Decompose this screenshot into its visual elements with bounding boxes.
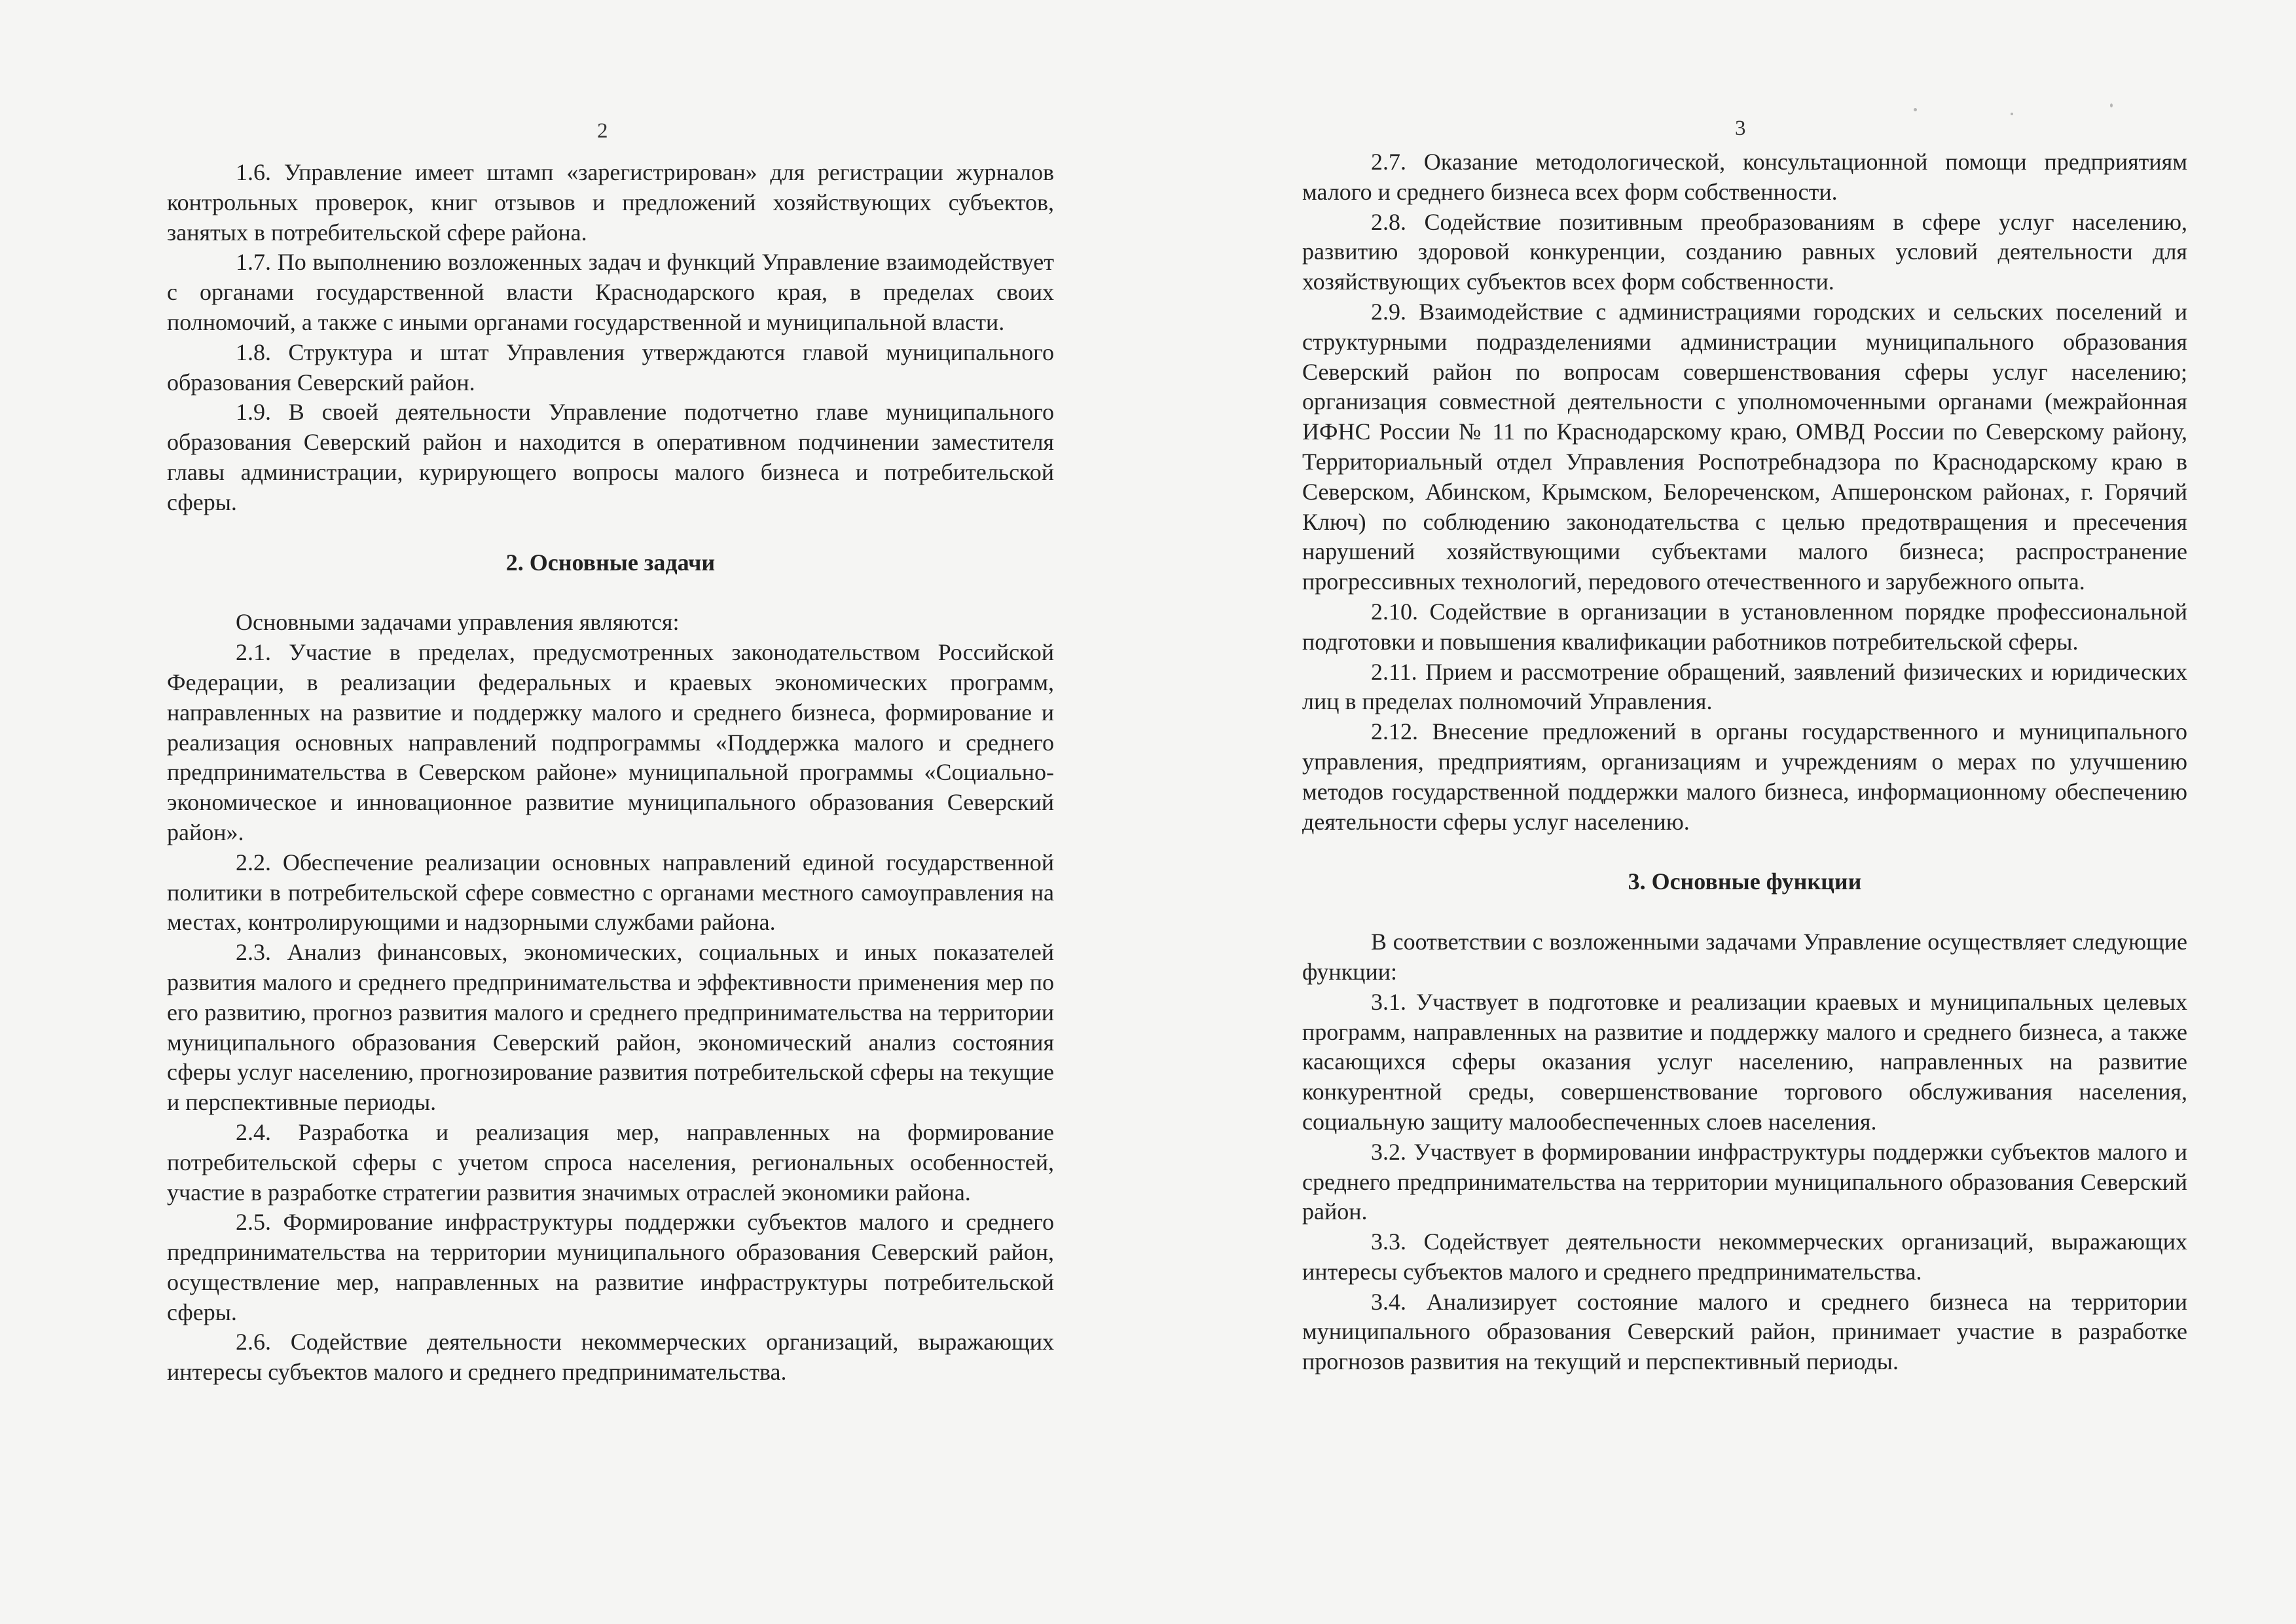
- section-3-intro: В соответствии с возложенными задачами Управление осуществляет следующие функции:: [1302, 929, 2187, 985]
- item-3-1: 3.1. Участвует в подготовке и реализации краевых и муниципальных целевых программ, направленных на развитие и поддержку малого и среднего бизнеса, а также касающихся сферы оказания услуг населению, направленных на развитие конкурентной среды, совершенствование торгового обслуживания населения, социальную защиту малообеспеченных слоев населения.: [1302, 988, 2187, 1135]
- scan-speck: [1914, 108, 1917, 111]
- item-2-6: 2.6. Содействие деятельности некоммерческих организаций, выражающих интересы субъектов малого и среднего предпринимательства.: [167, 1329, 1054, 1386]
- item-2-10: 2.10. Содействие в организации в установленном порядке профессиональной подготовки и повышения квалификации работников потребительской сферы.: [1302, 598, 2187, 655]
- section-2-intro: Основными задачами управления являются:: [236, 609, 680, 636]
- page-number: 3: [1735, 117, 1746, 140]
- item-2-8: 2.8. Содействие позитивным преобразованиям в сфере услуг населению, развитию здоровой конкуренции, созданию равных условий деятельности для хозяйствующих субъектов всех форм собственности.: [1302, 208, 2187, 295]
- item-2-12: 2.12. Внесение предложений в органы государственного и муниципального управления, предприятиям, организациям и учреждениям о мерах по улучшению методов государственной поддержки малого бизнеса, информационному обеспечению деятельности сферы услуг населению.: [1302, 718, 2187, 835]
- item-2-4: 2.4. Разработка и реализация мер, направленных на формирование потребительской сферы с учетом спроса населения, региональных особенностей, участие в разработке стратегии развития значимых отраслей экономики района.: [167, 1118, 1054, 1206]
- item-2-5: 2.5. Формирование инфраструктуры поддержки субъектов малого и среднего предпринимательства на территории муниципального образования Северский район, осуществление мер, направленных на развитие инфраструктуры потребительской сферы.: [167, 1209, 1054, 1325]
- item-3-4: 3.4. Анализирует состояние малого и среднего бизнеса на территории муниципального образования Северский район, принимает участие в разработке прогнозов развития на текущий и перспективный периоды.: [1302, 1288, 2187, 1375]
- paragraph-1-9: 1.9. В своей деятельности Управление подотчетно главе муниципального образования Северский район и находится в оперативном подчинении заместителя главы администрации, курирующего вопросы малого бизнеса и потребительской сферы.: [167, 399, 1054, 515]
- item-3-2: 3.2. Участвует в формировании инфраструктуры поддержки субъектов малого и среднего предпринимательства на территории муниципального образования Северский район.: [1302, 1138, 2187, 1225]
- right-page: [1148, 0, 2296, 1624]
- item-3-3: 3.3. Содействует деятельности некоммерческих организаций, выражающих интересы субъектов малого и среднего предпринимательства.: [1302, 1228, 2187, 1285]
- page-number: 2: [597, 119, 608, 143]
- paragraph-1-6: 1.6. Управление имеет штамп «зарегистрирован» для регистрации журналов контрольных проверок, книг отзывов и предложений хозяйствующих субъектов, занятых в потребительской сфере района.: [167, 159, 1054, 246]
- item-2-3: 2.3. Анализ финансовых, экономических, социальных и иных показателей развития малого и среднего предпринимательства и эффективности применения мер по его развитию, прогноз развития малого и среднего предпринимательства на территории муниципального образования Северский район, экономический анализ состояния сферы услуг населению, прогнозирование развития потребительской сферы на текущие и перспективные периоды.: [167, 939, 1054, 1116]
- item-2-2: 2.2. Обеспечение реализации основных направлений единой государственной политики в потребительской сфере совместно с органами местного самоуправления на местах, контролирующими и надзорными службами района.: [167, 849, 1054, 936]
- right-page-text: [1302, 147, 2187, 1377]
- paragraph-1-8: 1.8. Структура и штат Управления утверждаются главой муниципального образования Северский район.: [167, 339, 1054, 396]
- left-page-text: [167, 158, 1054, 1388]
- scan-speck: [2110, 103, 2113, 107]
- section-3-heading: 3. Основные функции: [1628, 868, 1862, 895]
- item-2-7: 2.7. Оказание методологической, консультационной помощи предприятиям малого и среднего бизнеса всех форм собственности.: [1302, 149, 2187, 205]
- section-2-heading: 2. Основные задачи: [505, 549, 716, 576]
- paragraph-1-7: 1.7. По выполнению возложенных задач и функций Управление взаимодействует с органами государственной власти Краснодарского края, в пределах своих полномочий, а также с иными органами государственной и муниципальной власти.: [167, 249, 1054, 335]
- item-2-11: 2.11. Прием и рассмотрение обращений, заявлений физических и юридических лиц в пределах полномочий Управления.: [1302, 658, 2187, 715]
- scan-speck: [2011, 113, 2013, 115]
- item-2-9: 2.9. Взаимодействие с администрациями городских и сельских поселений и структурными подразделениями администрации муниципального образования Северский район по вопросам совершенствования сферы услуг населению; организация совместной деятельности с уполномоченными органами (межрайонная ИФНС России № 11 по Краснодарскому краю, ОМВД России по Северскому району, Территориальный отдел Управления Роспотребнадзора по Краснодарскому краю в Северском, Абинском, Крымском, Белореченском, Апшеронском районах, г. Горячий Ключ) по соблюдению законодательства с целью предотвращения и пресечения нарушений хозяйствующими субъектами малого бизнеса; распространение прогрессивных технологий, передового отечественного и зарубежного опыта.: [1302, 298, 2187, 595]
- item-2-1: 2.1. Участие в пределах, предусмотренных законодательством Российской Федерации, в реализации федеральных и краевых экономических программ, направленных на развитие и поддержку малого и среднего бизнеса, формирование и реализация основных направлений подпрограммы «Поддержка малого и среднего предпринимательства в Северском районе» муниципальной программы «Социально-экономическое и инновационное развитие муниципального образования Северский район».: [167, 639, 1054, 845]
